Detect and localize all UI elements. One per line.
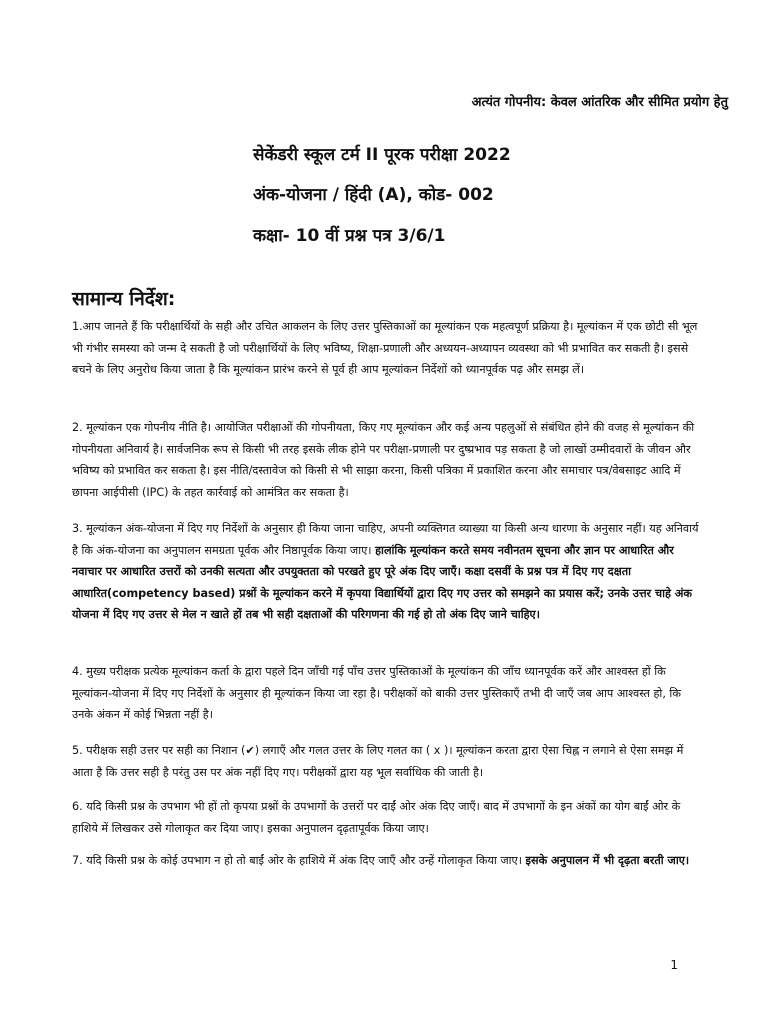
- marking-scheme-title: अंक-योजना / हिंदी (A), कोड- 002: [253, 185, 494, 205]
- page-number: 1: [670, 958, 678, 972]
- exam-title: सेकेंडरी स्कूल टर्म II पूरक परीक्षा 2022: [253, 145, 511, 165]
- instruction-paragraph-7: [72, 850, 700, 872]
- instruction-paragraph-3: [72, 518, 700, 626]
- instruction-7-bold-text: इसके अनुपालन में भी दृढ़ता बरती जाए।: [525, 854, 690, 867]
- class-paper-title: कक्षा- 10 वीं प्रश्न पत्र 3/6/1: [253, 226, 446, 246]
- instruction-paragraph-2: 2. मूल्यांकन एक गोपनीय नीति है। आयोजित परीक्षाओं की गोपनीयता, किए गए मूल्यांकन और कई अन्य पहलुओं से संबंधित होने की वजह से मूल्यांकन की गोपनीयता अनिवार्य है। सार्वजनिक रूप से किसी भी तरह इसके लीक होने पर परीक्षा-प्रणाली पर दुष्प्रभाव पड़ सकता है जो लाखों उम्मीदवारों के जीवन और भविष्य को प्रभावित कर सकता है। इस नीति/दस्तावेज को किसी से भी साझा करना, किसी पत्रिका में प्रकाशित करना और समाचार पत्र/वेबसाइट आदि में छापना आईपीसी (IPC) के तहत कार्रवाई को आमंत्रित कर सकता है।: [72, 421, 695, 499]
- instruction-3-normal-text: 3. मूल्यांकन अंक-योजना में दिए गए निर्देशों के अनुसार ही किया जाना चाहिए, अपनी व्यक्तिगत व्याख्या या किसी अन्य धारणा के अनुसार नहीं। यह अनिवार्य है कि अंक-योजना का अनुपालन समग्रता पूर्वक और निष्ठापूर्वक किया जाए।: [72, 522, 699, 557]
- instruction-7-normal-text: 7. यदि किसी प्रश्न के कोई उपभाग न हो तो बाईं ओर के हाशिये में अंक दिए जाएँ और उन्हें गोलाकृत किया जाए।: [72, 854, 526, 867]
- general-instructions-heading: सामान्य निर्देश:: [72, 288, 176, 310]
- confidentiality-note: अत्यंत गोपनीय: केवल आंतरिक और सीमित प्रयोग हेतु: [471, 95, 728, 110]
- instruction-3-bold-text: हालांकि मूल्यांकन करते समय नवीनतम सूचना और ज्ञान पर आधारित और नवाचार पर आधारित उत्तरों को उनकी सत्यता और उपयुक्तता को परखते हुए पूरे अंक दिए जाएँ। कक्षा दसवीं के प्रश्न पत्र में दिए गए दक्षता आधारित(competency based) प्रश्नों के मूल्यांकन करने में कृपया विद्यार्थियों द्वारा दिए गए उत्तर को समझने का प्रयास करें; उनके उत्तर चाहे अंक योजना में दिए गए उत्तर से मेल न खाते हों तब भी सही दक्षताओं की परिगणना की गई हो तो अंक दिए जाने चाहिए।: [72, 543, 692, 621]
- instruction-paragraph-1: 1.आप जानते हैं कि परीक्षार्थियों के सही और उचित आकलन के लिए उत्तर पुस्तिकाओं का मूल्यांकन एक महत्वपूर्ण प्रक्रिया है। मूल्यांकन में एक छोटी सी भूल भी गंभीर समस्या को जन्म दे सकती है जो परीक्षार्थियों के लिए भविष्य, शिक्षा-प्रणाली और अध्ययन-अध्यापन व्यवस्था को भी प्रभावित कर सकती है। इससे बचने के लिए अनुरोध किया जाता है कि मूल्यांकन प्रारंभ करने से पूर्व ही आप मूल्यांकन निर्देशों को ध्यानपूर्वक पढ़ और समझ लें।: [72, 320, 698, 376]
- instruction-paragraph-4: 4. मुख्य परीक्षक प्रत्येक मूल्यांकन कर्ता के द्वारा पहले दिन जाँची गई पाँच उत्तर पुस्तिकाओं के मूल्यांकन की जाँच ध्यानपूर्वक करें और आश्वस्त हों कि मूल्यांकन-योजना में दिए गए निर्देशों के अनुसार ही मूल्यांकन किया जा रहा है। परीक्षकों को बाकी उत्तर पुस्तिकाएँ तभी दी जाएँ जब आप आश्वस्त हो, कि उनके अंकन में कोई भिन्नता नहीं है।: [72, 665, 681, 721]
- instruction-paragraph-6: 6. यदि किसी प्रश्न के उपभाग भी हों तो कृपया प्रश्नों के उपभागों के उत्तरों पर दाईं ओर अंक दिए जाएँ। बाद में उपभागों के इन अंकों का योग बाईं ओर के हाशिये में लिखकर उसे गोलाकृत कर दिया जाए। इसका अनुपालन दृढ़तापूर्वक किया जाए।: [72, 800, 681, 835]
- instruction-paragraph-5: 5. परीक्षक सही उत्तर पर सही का निशान (✔) लगाएँ और गलत उत्तर के लिए गलत का ( x )। मूल्यांकन करता द्वारा ऐसा चिह्न न लगाने से ऐसा समझ में आता है कि उत्तर सही है परंतु उस पर अंक नहीं दिए गए। परीक्षकों द्वारा यह भूल सर्वाधिक की जाती है।: [72, 744, 684, 779]
